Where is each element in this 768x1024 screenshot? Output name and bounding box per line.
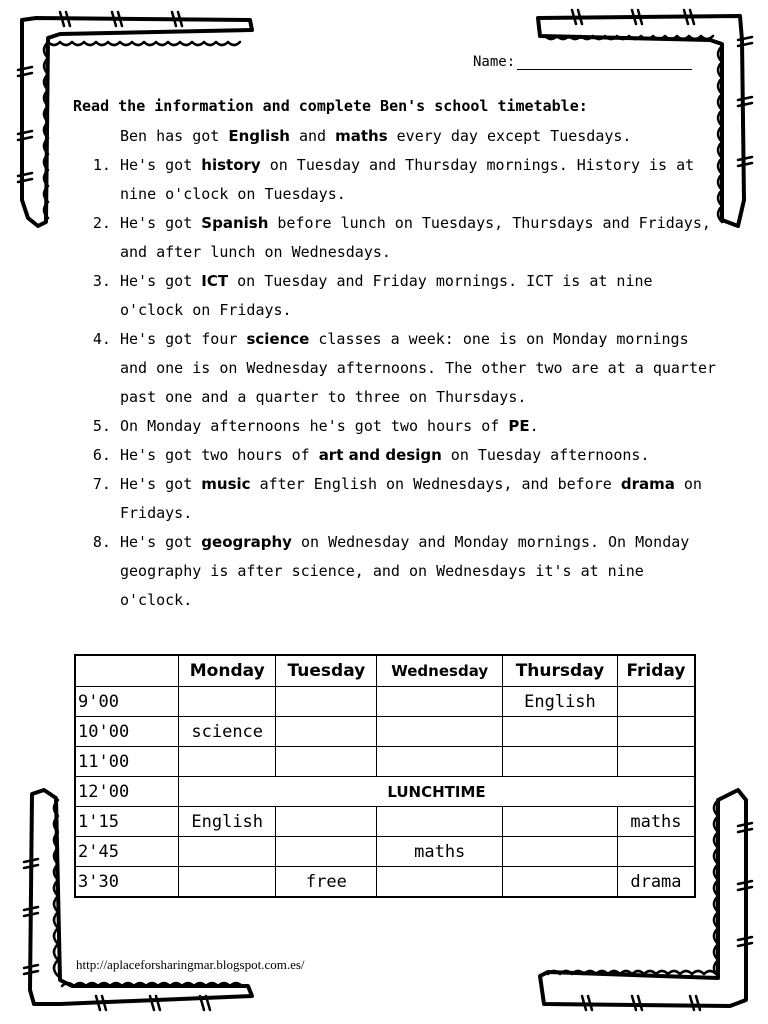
table-row — [75, 837, 695, 867]
day-header: Monday — [179, 655, 276, 687]
time-cell: 1'15 — [75, 807, 179, 837]
timetable-cell[interactable] — [276, 747, 377, 777]
table-row — [75, 687, 695, 717]
timetable-cell[interactable] — [377, 717, 503, 747]
lunch-row — [75, 777, 695, 807]
name-blank-line[interactable] — [517, 55, 692, 70]
table-row — [75, 807, 695, 837]
timetable-cell[interactable]: drama — [617, 867, 695, 898]
clue-item: 6. He's got two hours of art and design on Tuesday afternoons. — [120, 441, 720, 470]
timetable-cell[interactable] — [179, 867, 276, 898]
time-cell: 2'45 — [75, 837, 179, 867]
timetable-cell[interactable]: maths — [617, 807, 695, 837]
timetable-cell[interactable] — [276, 687, 377, 717]
timetable-cell[interactable]: English — [503, 687, 618, 717]
day-header: Wednesday — [377, 655, 503, 687]
day-header: Tuesday — [276, 655, 377, 687]
timetable-cell[interactable] — [179, 747, 276, 777]
timetable-cell[interactable] — [617, 717, 695, 747]
timetable-cell[interactable]: maths — [377, 837, 503, 867]
table-row — [75, 867, 695, 898]
timetable-cell[interactable] — [377, 807, 503, 837]
clue-item: 2. He's got Spanish before lunch on Tuesdays, Thursdays and Fridays, and after lunch on Wednesdays. — [120, 209, 720, 267]
timetable — [74, 654, 696, 898]
footer-url: http://aplaceforsharingmar.blogspot.com.es/ — [76, 957, 305, 972]
timetable-cell[interactable] — [377, 747, 503, 777]
instructions-heading: Read the information and complete Ben's school timetable: — [73, 97, 588, 115]
timetable-cell[interactable] — [377, 867, 503, 898]
clue-item: 3. He's got ICT on Tuesday and Friday mornings. ICT is at nine o'clock on Fridays. — [120, 267, 720, 325]
timetable-cell[interactable]: free — [276, 867, 377, 898]
clue-item: 5. On Monday afternoons he's got two hours of PE. — [120, 412, 720, 441]
day-header: Friday — [617, 655, 695, 687]
clue-item: 8. He's got geography on Wednesday and Monday mornings. On Monday geography is after science, and on Wednesdays it's at nine o'clock. — [120, 528, 720, 615]
clue-list — [72, 151, 720, 615]
time-cell: 9'00 — [75, 687, 179, 717]
timetable-cell[interactable] — [503, 717, 618, 747]
timetable-cell[interactable] — [617, 837, 695, 867]
timetable-cell[interactable] — [503, 867, 618, 898]
timetable-cell[interactable] — [179, 687, 276, 717]
table-row — [75, 717, 695, 747]
table-row — [75, 747, 695, 777]
timetable-cell[interactable] — [276, 807, 377, 837]
time-cell: 11'00 — [75, 747, 179, 777]
timetable-cell[interactable] — [503, 837, 618, 867]
timetable-cell[interactable] — [179, 837, 276, 867]
timetable-cell[interactable] — [377, 687, 503, 717]
timetable-cell[interactable] — [276, 837, 377, 867]
lunchtime-cell: LUNCHTIME — [179, 777, 696, 807]
time-cell: 12'00 — [75, 777, 179, 807]
timetable-cell[interactable] — [503, 807, 618, 837]
time-cell: 10'00 — [75, 717, 179, 747]
clue-item: 4. He's got four science classes a week: one is on Monday mornings and one is on Wednesday afternoons. The other two are at a quarter past one and a quarter to three on Thursdays. — [120, 325, 720, 412]
day-header: Thursday — [503, 655, 618, 687]
timetable-cell[interactable] — [617, 687, 695, 717]
timetable-cell[interactable] — [503, 747, 618, 777]
timetable-cell[interactable] — [617, 747, 695, 777]
name-label: Name: — [473, 54, 516, 70]
clue-item: 1. He's got history on Tuesday and Thursday mornings. History is at nine o'clock on Tuesdays. — [120, 151, 720, 209]
timetable-cell[interactable] — [276, 717, 377, 747]
intro-sentence: Ben has got English and maths every day except Tuesdays. — [120, 127, 632, 145]
timetable-cell[interactable]: science — [179, 717, 276, 747]
corner-cell — [75, 655, 179, 687]
table-header-row — [75, 655, 695, 687]
name-field[interactable] — [473, 54, 692, 70]
clue-item: 7. He's got music after English on Wednesdays, and before drama on Fridays. — [120, 470, 720, 528]
time-cell: 3'30 — [75, 867, 179, 898]
timetable-cell[interactable]: English — [179, 807, 276, 837]
